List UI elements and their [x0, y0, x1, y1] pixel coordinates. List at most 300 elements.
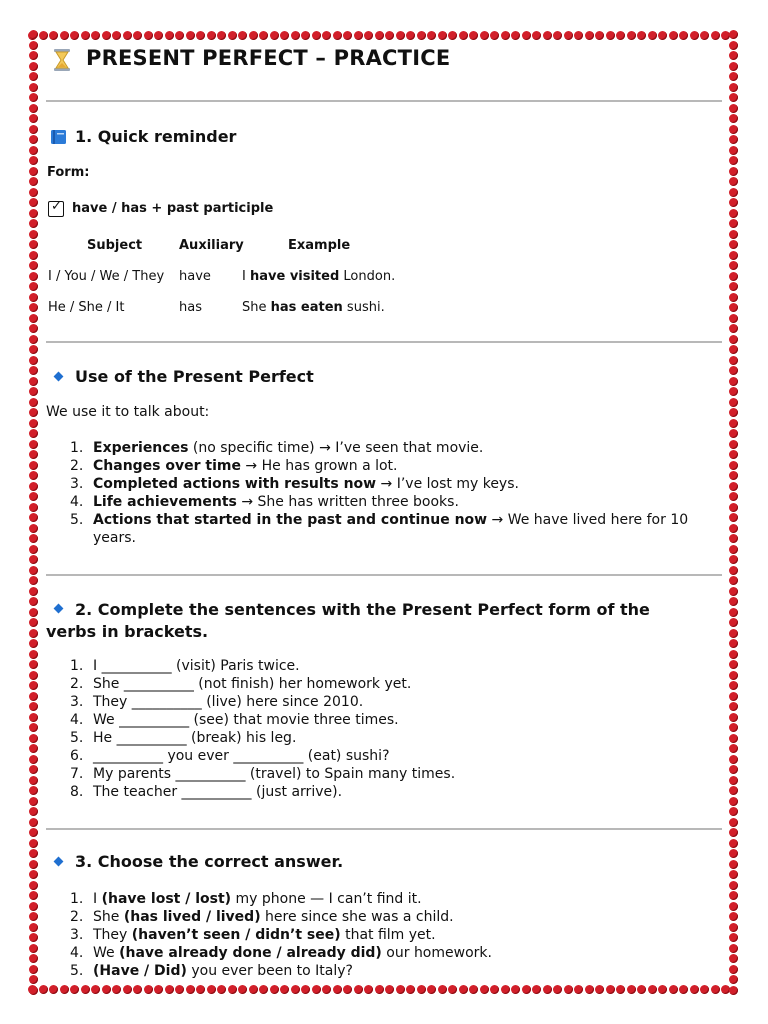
border-dot — [729, 839, 738, 848]
border-dot — [29, 912, 38, 921]
border-dot — [29, 135, 38, 144]
border-dot — [459, 985, 468, 994]
border-dot — [729, 93, 738, 102]
border-dot — [312, 985, 321, 994]
border-dot — [29, 576, 38, 585]
border-dot — [729, 818, 738, 827]
border-dot — [511, 985, 520, 994]
border-dot — [29, 860, 38, 869]
border-dot — [29, 902, 38, 911]
border-dot — [29, 251, 38, 260]
border-dot — [29, 786, 38, 795]
border-dot — [729, 440, 738, 449]
border-dot — [574, 31, 583, 40]
border-dot — [217, 985, 226, 994]
border-dot — [729, 870, 738, 879]
border-dot — [729, 198, 738, 207]
border-dot — [438, 31, 447, 40]
form-label: Form: — [47, 165, 90, 180]
border-dot — [29, 776, 38, 785]
table-header-example: Example — [288, 238, 351, 253]
border-dot — [427, 31, 436, 40]
border-dot — [60, 985, 69, 994]
border-dot — [729, 944, 738, 953]
border-dot — [29, 597, 38, 606]
border-dot — [196, 31, 205, 40]
border-dot — [375, 985, 384, 994]
border-dot — [29, 314, 38, 323]
border-dot — [406, 985, 415, 994]
border-dot — [280, 985, 289, 994]
border-dot — [133, 31, 142, 40]
border-dot — [637, 31, 646, 40]
border-dot — [511, 31, 520, 40]
border-dot — [729, 639, 738, 648]
border-dot — [448, 31, 457, 40]
border-bottom — [28, 984, 740, 996]
section-heading-use: Use of the Present Perfect — [75, 367, 314, 386]
border-dot — [729, 471, 738, 480]
border-dot — [729, 723, 738, 732]
border-dot — [448, 985, 457, 994]
border-dot — [729, 975, 738, 984]
border-dot — [729, 786, 738, 795]
use-intro: We use it to talk about: — [46, 404, 210, 420]
border-dot — [729, 566, 738, 575]
border-dot — [29, 881, 38, 890]
border-dot — [70, 985, 79, 994]
border-dot — [29, 356, 38, 365]
page-title: PRESENT PERFECT – PRACTICE — [86, 46, 451, 70]
border-dot — [102, 31, 111, 40]
border-dot — [658, 985, 667, 994]
border-dot — [165, 985, 174, 994]
border-dot — [102, 985, 111, 994]
border-dot — [29, 639, 38, 648]
divider — [46, 828, 722, 830]
blue-book-icon — [50, 129, 67, 145]
border-dot — [729, 933, 738, 942]
border-dot — [322, 31, 331, 40]
border-dot — [29, 293, 38, 302]
border-dot — [301, 985, 310, 994]
border-dot — [490, 31, 499, 40]
divider — [46, 574, 722, 576]
border-dot — [729, 986, 738, 995]
border-dot — [29, 870, 38, 879]
border-dot — [595, 31, 604, 40]
border-dot — [729, 923, 738, 932]
border-dot — [553, 985, 562, 994]
border-dot — [91, 31, 100, 40]
border-dot — [711, 985, 720, 994]
border-dot — [729, 209, 738, 218]
border-left — [28, 30, 40, 996]
border-dot — [711, 31, 720, 40]
border-dot — [729, 765, 738, 774]
border-dot — [29, 429, 38, 438]
border-dot — [729, 860, 738, 869]
border-dot — [60, 31, 69, 40]
border-dot — [729, 524, 738, 533]
border-dot — [480, 31, 489, 40]
border-dot — [29, 828, 38, 837]
border-dot — [29, 83, 38, 92]
border-dot — [729, 629, 738, 638]
exercise-item: 1. I (have lost / lost) my phone — I can’t find it. — [70, 891, 422, 907]
border-dot — [501, 985, 510, 994]
border-dot — [29, 566, 38, 575]
border-dot — [729, 72, 738, 81]
border-dot — [532, 985, 541, 994]
border-dot — [322, 985, 331, 994]
border-dot — [29, 156, 38, 165]
border-dot — [729, 429, 738, 438]
border-dot — [29, 734, 38, 743]
table-cell-subject: I / You / We / They — [48, 269, 165, 284]
border-dot — [217, 31, 226, 40]
border-dot — [29, 188, 38, 197]
border-dot — [729, 965, 738, 974]
border-dot — [29, 503, 38, 512]
exercise-3-list — [46, 890, 696, 980]
border-dot — [364, 985, 373, 994]
border-dot — [729, 30, 738, 39]
border-dot — [469, 31, 478, 40]
border-right — [728, 30, 740, 996]
border-dot — [238, 985, 247, 994]
border-dot — [291, 985, 300, 994]
border-dot — [29, 167, 38, 176]
border-dot — [669, 31, 678, 40]
border-dot — [417, 985, 426, 994]
table-cell-example: I have visited London. — [242, 269, 396, 284]
border-dot — [29, 765, 38, 774]
border-dot — [700, 985, 709, 994]
hourglass-icon — [52, 48, 72, 72]
border-dot — [564, 31, 573, 40]
border-dot — [729, 797, 738, 806]
border-dot — [729, 755, 738, 764]
exercise-item: 4. We __________ (see) that movie three times. — [70, 712, 399, 728]
border-dot — [29, 450, 38, 459]
border-dot — [29, 51, 38, 60]
border-dot — [637, 985, 646, 994]
border-dot — [29, 324, 38, 333]
border-dot — [729, 240, 738, 249]
border-dot — [729, 41, 738, 50]
border-dot — [196, 985, 205, 994]
border-dot — [648, 31, 657, 40]
border-dot — [29, 702, 38, 711]
border-dot — [270, 31, 279, 40]
border-dot — [112, 31, 121, 40]
exercise-item: 7. My parents __________ (travel) to Spain many times. — [70, 766, 456, 782]
border-dot — [270, 985, 279, 994]
border-dot — [658, 31, 667, 40]
border-dot — [427, 985, 436, 994]
list-item: 4. Life achievements → She has written three books. — [70, 494, 459, 510]
border-dot — [729, 272, 738, 281]
border-dot — [543, 31, 552, 40]
border-dot — [729, 177, 738, 186]
border-dot — [729, 807, 738, 816]
border-dot — [29, 377, 38, 386]
border-dot — [729, 324, 738, 333]
border-dot — [29, 608, 38, 617]
border-dot — [29, 524, 38, 533]
exercise-item: 1. I __________ (visit) Paris twice. — [70, 658, 300, 674]
blue-diamond-icon — [54, 372, 64, 382]
border-dot — [729, 408, 738, 417]
border-dot — [228, 31, 237, 40]
list-item: 1. Experiences (no specific time) → I’ve seen that movie. — [70, 440, 484, 456]
border-dot — [154, 985, 163, 994]
border-dot — [29, 261, 38, 270]
border-dot — [729, 744, 738, 753]
border-dot — [729, 293, 738, 302]
border-dot — [29, 839, 38, 848]
table-header-auxiliary: Auxiliary — [179, 238, 244, 253]
exercise-2-list — [46, 657, 696, 801]
section-heading-quick-reminder: 1. Quick reminder — [75, 127, 237, 146]
border-dot — [301, 31, 310, 40]
border-dot — [669, 985, 678, 994]
border-dot — [29, 618, 38, 627]
border-dot — [29, 650, 38, 659]
border-dot — [729, 681, 738, 690]
border-dot — [29, 891, 38, 900]
border-dot — [29, 387, 38, 396]
border-dot — [679, 31, 688, 40]
border-dot — [29, 555, 38, 564]
border-dot — [438, 985, 447, 994]
check-box-icon: ✓ — [48, 201, 64, 217]
section-heading-exercise-2: 2. Complete the sentences with the Present Perfect form of the verbs in brackets. — [46, 600, 650, 641]
border-dot — [29, 62, 38, 71]
border-dot — [29, 671, 38, 680]
border-dot — [29, 41, 38, 50]
border-dot — [70, 31, 79, 40]
border-dot — [729, 461, 738, 470]
border-dot — [29, 545, 38, 554]
border-dot — [29, 335, 38, 344]
border-dot — [729, 387, 738, 396]
border-dot — [729, 828, 738, 837]
border-dot — [29, 482, 38, 491]
border-dot — [29, 629, 38, 638]
border-dot — [574, 985, 583, 994]
border-dot — [333, 985, 342, 994]
border-dot — [29, 755, 38, 764]
border-dot — [29, 440, 38, 449]
border-dot — [29, 492, 38, 501]
border-dot — [29, 303, 38, 312]
border-dot — [123, 985, 132, 994]
border-dot — [29, 818, 38, 827]
border-dot — [29, 849, 38, 858]
border-dot — [564, 985, 573, 994]
border-dot — [29, 366, 38, 375]
border-dot — [291, 31, 300, 40]
border-dot — [522, 31, 531, 40]
border-dot — [29, 209, 38, 218]
border-dot — [133, 985, 142, 994]
border-dot — [29, 30, 38, 39]
border-dot — [29, 692, 38, 701]
border-dot — [29, 461, 38, 470]
border-dot — [729, 51, 738, 60]
border-dot — [469, 985, 478, 994]
border-dot — [729, 597, 738, 606]
border-dot — [679, 985, 688, 994]
border-dot — [729, 125, 738, 134]
border-dot — [606, 31, 615, 40]
border-dot — [280, 31, 289, 40]
list-item: 5. Actions that started in the past and continue now → We have lived here for 10 years. — [70, 512, 689, 546]
border-dot — [29, 587, 38, 596]
table-cell-aux: have — [179, 269, 211, 284]
border-dot — [175, 985, 184, 994]
border-dot — [186, 985, 195, 994]
form-formula: have / has + past participle — [72, 201, 274, 216]
border-dot — [729, 912, 738, 921]
border-dot — [532, 31, 541, 40]
border-dot — [627, 31, 636, 40]
border-dot — [729, 734, 738, 743]
border-dot — [417, 31, 426, 40]
border-dot — [29, 744, 38, 753]
border-dot — [165, 31, 174, 40]
border-dot — [729, 83, 738, 92]
border-dot — [112, 985, 121, 994]
border-dot — [29, 723, 38, 732]
border-dot — [729, 849, 738, 858]
border-dot — [343, 31, 352, 40]
border-dot — [29, 198, 38, 207]
border-dot — [729, 377, 738, 386]
list-item: 2. Changes over time → He has grown a lot. — [70, 458, 398, 474]
border-dot — [91, 985, 100, 994]
border-dot — [29, 471, 38, 480]
border-dot — [364, 31, 373, 40]
border-dot — [354, 31, 363, 40]
table-cell-subject: He / She / It — [48, 300, 125, 315]
border-dot — [207, 31, 216, 40]
exercise-item: 5. (Have / Did) you ever been to Italy? — [70, 963, 353, 979]
border-dot — [522, 985, 531, 994]
border-dot — [729, 650, 738, 659]
border-dot — [729, 366, 738, 375]
border-dot — [343, 985, 352, 994]
border-dot — [29, 177, 38, 186]
border-dot — [729, 345, 738, 354]
exercise-item: 2. She __________ (not finish) her homework yet. — [70, 676, 412, 692]
border-dot — [249, 985, 258, 994]
border-dot — [144, 31, 153, 40]
border-dot — [385, 985, 394, 994]
exercise-item: 3. They (haven’t seen / didn’t see) that film yet. — [70, 927, 436, 943]
border-dot — [29, 282, 38, 291]
list-item: 3. Completed actions with results now → I’ve lost my keys. — [70, 476, 519, 492]
border-dot — [29, 807, 38, 816]
border-dot — [29, 125, 38, 134]
border-dot — [690, 31, 699, 40]
border-dot — [729, 692, 738, 701]
border-dot — [729, 156, 738, 165]
border-dot — [375, 31, 384, 40]
border-dot — [729, 450, 738, 459]
border-dot — [729, 881, 738, 890]
border-dot — [729, 335, 738, 344]
border-dot — [29, 965, 38, 974]
border-dot — [729, 776, 738, 785]
border-dot — [29, 72, 38, 81]
border-dot — [459, 31, 468, 40]
border-dot — [354, 985, 363, 994]
border-dot — [385, 31, 394, 40]
border-dot — [729, 891, 738, 900]
border-dot — [585, 985, 594, 994]
border-dot — [585, 31, 594, 40]
border-dot — [729, 492, 738, 501]
border-dot — [729, 576, 738, 585]
border-dot — [29, 513, 38, 522]
divider — [46, 100, 722, 102]
border-dot — [29, 398, 38, 407]
border-dot — [729, 251, 738, 260]
border-dot — [729, 618, 738, 627]
border-dot — [29, 954, 38, 963]
border-dot — [29, 419, 38, 428]
table-header-subject: Subject — [87, 238, 143, 253]
border-dot — [729, 104, 738, 113]
border-dot — [29, 923, 38, 932]
border-dot — [700, 31, 709, 40]
border-dot — [729, 188, 738, 197]
border-dot — [29, 944, 38, 953]
border-dot — [29, 345, 38, 354]
border-dot — [480, 985, 489, 994]
border-dot — [729, 282, 738, 291]
border-dot — [729, 534, 738, 543]
border-dot — [81, 985, 90, 994]
border-dot — [729, 713, 738, 722]
border-dot — [186, 31, 195, 40]
blue-diamond-icon — [54, 857, 64, 867]
border-dot — [333, 31, 342, 40]
border-dot — [29, 114, 38, 123]
border-top — [28, 30, 740, 42]
exercise-item: 6. __________ you ever __________ (eat) sushi? — [70, 748, 390, 764]
border-dot — [29, 986, 38, 995]
border-dot — [729, 135, 738, 144]
border-dot — [690, 985, 699, 994]
border-dot — [729, 902, 738, 911]
border-dot — [312, 31, 321, 40]
border-dot — [29, 975, 38, 984]
border-dot — [29, 681, 38, 690]
border-dot — [616, 31, 625, 40]
border-dot — [29, 713, 38, 722]
border-dot — [729, 62, 738, 71]
section-heading-exercise-3: 3. Choose the correct answer. — [75, 852, 344, 871]
use-list — [46, 439, 696, 547]
exercise-item: 2. She (has lived / lived) here since she was a child. — [70, 909, 454, 925]
border-dot — [729, 261, 738, 270]
border-dot — [729, 314, 738, 323]
border-dot — [729, 555, 738, 564]
